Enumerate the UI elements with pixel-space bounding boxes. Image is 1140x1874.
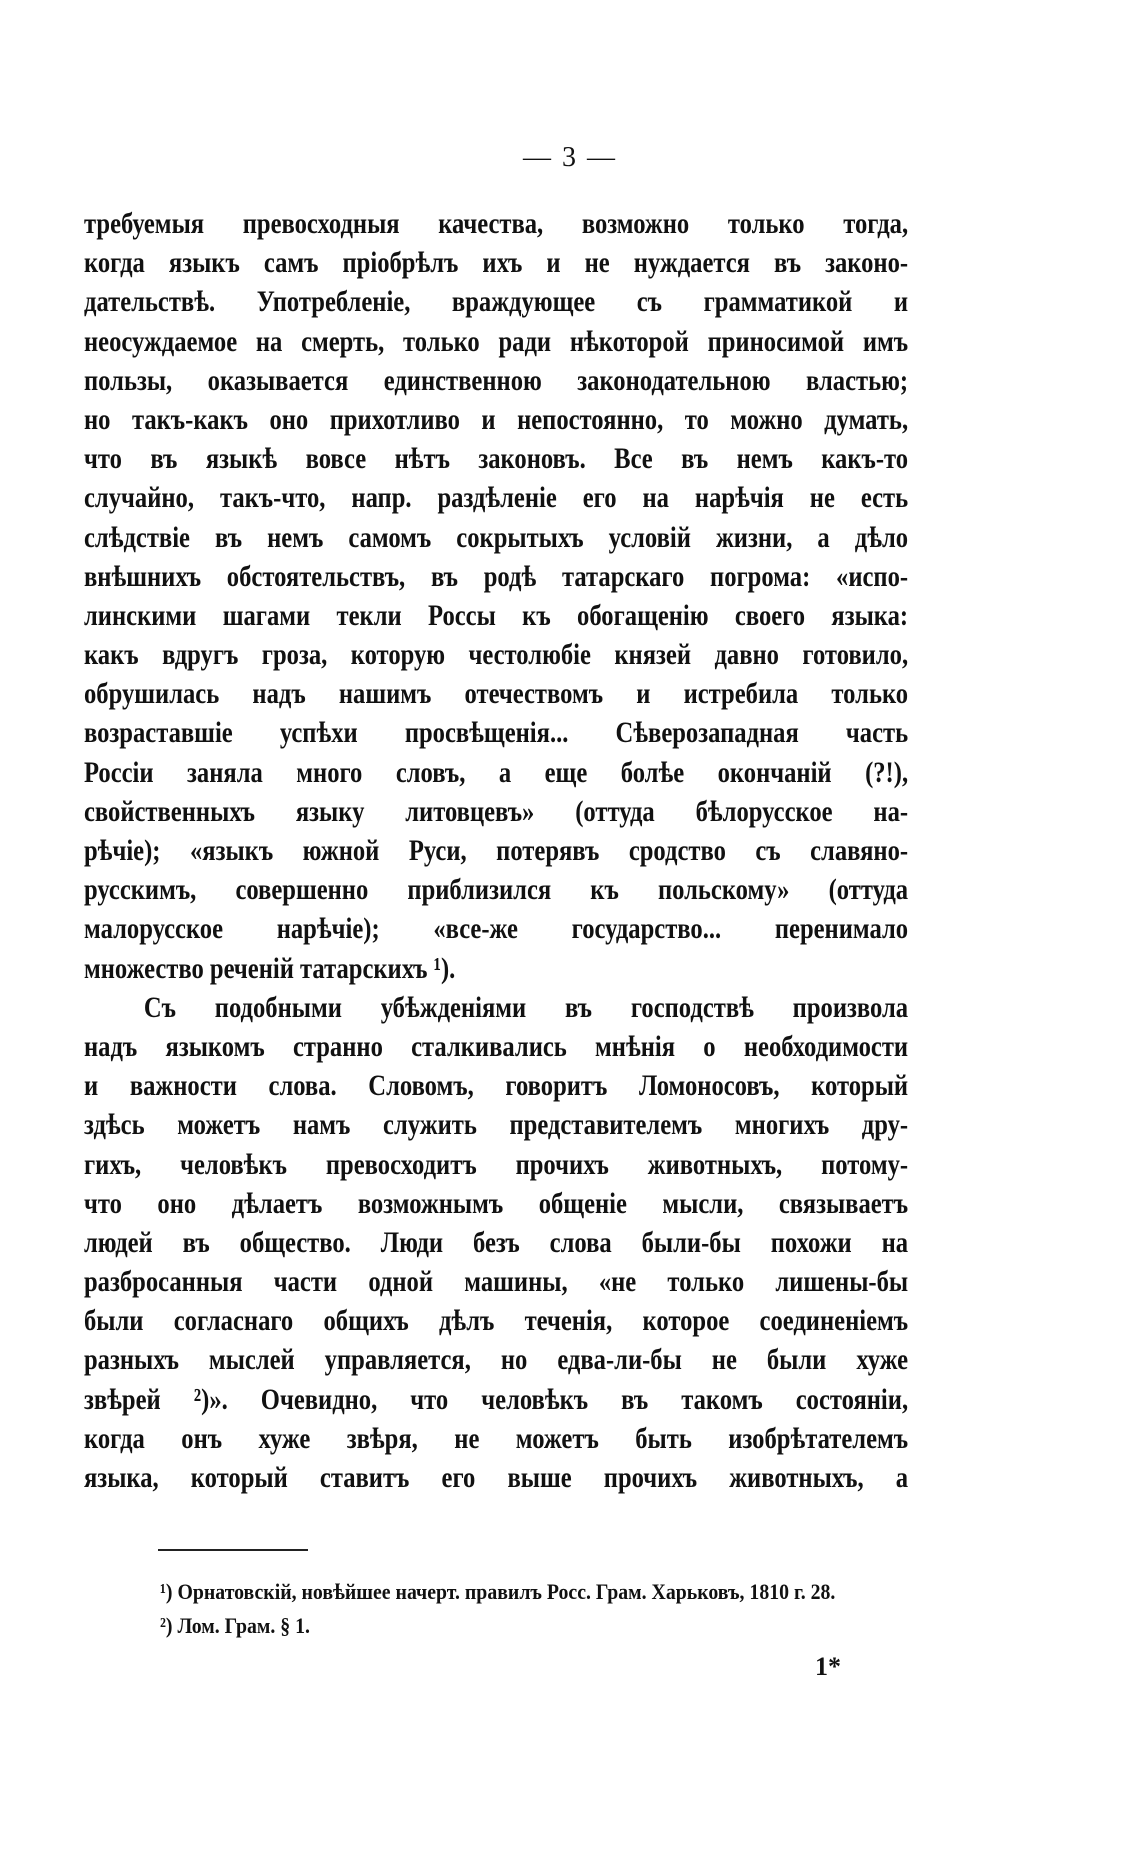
text-line: когда онъ хуже звѣря, не можетъ быть изобрѣтателемъ (84, 1421, 909, 1455)
footnote-2: ²) Лом. Грам. § 1. (160, 1613, 311, 1638)
text-line: какъ вдругъ гроза, которую честолюбіе князей давно готовило, (84, 638, 909, 672)
text-line: множество реченій татарскихъ ¹). (84, 951, 456, 985)
text-line: требуемыя превосходныя качества, возможно только тогда, (84, 207, 909, 240)
text-line: когда языкъ самъ пріобрѣлъ ихъ и не нуждается въ законо- (84, 246, 909, 280)
text-line: что оно дѣлаетъ возможнымъ общеніе мысли, связываетъ (84, 1186, 909, 1220)
text-line: разныхъ мыслей управляется, но едва-ли-бы не были хуже (84, 1343, 909, 1377)
text-line: русскимъ, совершенно приблизился къ польскому» (оттуда (84, 873, 909, 907)
text-line: звѣрей ²)». Очевидно, что человѣкъ въ такомъ состояніи, (84, 1382, 909, 1416)
text-line: внѣшнихъ обстоятельствъ, въ родѣ татарскаго погрома: «испо- (84, 559, 909, 593)
text-line: Съ подобными убѣжденіями въ господствѣ произвола (143, 990, 909, 1024)
text-line: пользы, оказывается единственною законодательною властью; (84, 363, 909, 397)
footnote-rule (158, 1549, 308, 1551)
footnote-1: ¹) Орнатовскій, новѣйшее начерт. правилъ Росс. Грам. Харьковъ, 1810 г. 28. (160, 1579, 836, 1604)
text-line: дательствѣ. Употребленіе, враждующее съ грамматикой и (84, 285, 909, 319)
text-line: и важности слова. Словомъ, говоритъ Ломоносовъ, который (84, 1069, 909, 1103)
signature-mark: 1* (815, 1652, 841, 1681)
text-line: здѣсь можетъ намъ служить представителемъ многихъ дру- (84, 1108, 909, 1142)
text-line: Россіи заняла много словъ, а еще болѣе окончаній (?!), (84, 755, 909, 789)
text-line: разбросанныя части одной машины, «не только лишены-бы (84, 1265, 909, 1299)
paragraph-2 (84, 988, 908, 1497)
text-line: малорусское нарѣчіе); «все-же государство... перенимало (84, 912, 909, 946)
text-line: случайно, такъ-что, напр. раздѣленіе его на нарѣчія не есть (84, 481, 909, 515)
text-line: были согласнаго общихъ дѣлъ теченія, которое соединеніемъ (84, 1304, 909, 1338)
text-line: обрушилась надъ нашимъ отечествомъ и истребила только (84, 677, 909, 711)
text-line: свойственныхъ языку литовцевъ» (оттуда бѣлорусское на- (84, 794, 909, 828)
text-line: рѣчіе); «языкъ южной Руси, потерявъ сродство съ славяно- (84, 834, 909, 867)
text-line: слѣдствіе въ немъ самомъ сокрытыхъ условій жизни, а дѣло (84, 520, 909, 554)
text-line: языка, который ставитъ его выше прочихъ животныхъ, а (84, 1461, 909, 1494)
text-line: неосуждаемое на смерть, только ради нѣкоторой приносимой имъ (84, 324, 909, 358)
page-number: — 3 — (523, 142, 617, 173)
text-line: но такъ-какъ оно прихотливо и непостоянно, то можно думать, (84, 402, 909, 436)
paragraph-1 (84, 204, 908, 988)
text-line: надъ языкомъ странно сталкивались мнѣнія о необходимости (84, 1029, 909, 1063)
body-text (84, 204, 908, 1497)
footnotes (160, 1575, 920, 1643)
text-line: людей въ общество. Люди безъ слова были-бы похожи на (84, 1225, 909, 1259)
text-line: гихъ, человѣкъ превосходитъ прочихъ животныхъ, потому- (84, 1147, 909, 1181)
text-line: что въ языкѣ вовсе нѣтъ законовъ. Все въ немъ какъ-то (84, 442, 909, 476)
text-line: возраставшіе успѣхи просвѣщенія... Сѣверозападная часть (84, 716, 909, 750)
text-line: линскими шагами текли Россы къ обогащенію своего языка: (84, 598, 909, 632)
